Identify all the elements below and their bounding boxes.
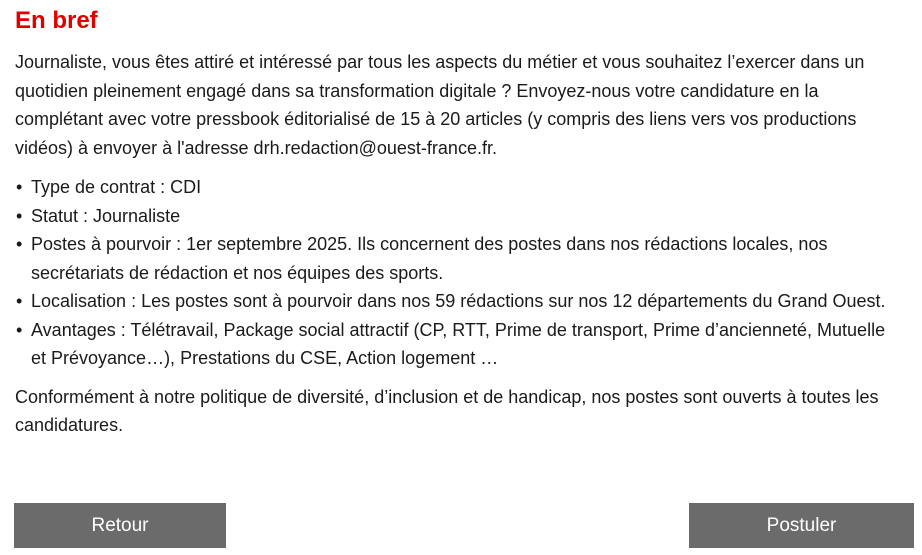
detail-item-benefits: • Avantages : Télétravail, Package social attractif (CP, RTT, Prime de transport, Prime d’ancienneté, Mutuelle et Prévoyance…), Prestations du CSE, Action logement …: [31, 316, 905, 373]
job-summary-section: [15, 6, 905, 440]
back-button[interactable]: Retour: [14, 503, 226, 548]
detail-item-location: • Localisation : Les postes sont à pourvoir dans nos 59 rédactions sur nos 12 départements du Grand Ouest.: [31, 287, 905, 316]
bullet-icon: •: [16, 291, 23, 311]
detail-item-positions: • Postes à pourvoir : 1er septembre 2025. Ils concernent des postes dans nos rédactions locales, nos secrétariats de rédaction et nos équipes des sports.: [31, 230, 905, 287]
bullet-icon: •: [16, 205, 23, 226]
diversity-paragraph: Conformément à notre politique de diversité, d’inclusion et de handicap, nos postes sont ouverts à toutes les candidatures.: [15, 386, 879, 435]
detail-item-contract: • Type de contrat : CDI: [31, 173, 905, 202]
intro-paragraph: Journaliste, vous êtes attiré et intéressé par tous les aspects du métier et vous souhaitez l’exercer dans un quotidien pleinement engagé dans sa transformation digitale ? Envoyez-nous votre candidature en la complétant avec votre pressbook éditorialisé de 15 à 20 articles (y compris des liens vers vos productions vidéos) à envoyer à l'adresse drh.redaction@ouest-france.fr.: [15, 52, 865, 158]
apply-button[interactable]: Postuler: [689, 503, 914, 548]
section-title: En bref: [15, 7, 98, 34]
detail-item-status: • Statut : Journaliste: [31, 202, 905, 231]
details-list: [15, 173, 905, 373]
bullet-icon: •: [16, 177, 23, 197]
bullet-icon: •: [16, 319, 23, 340]
bullet-icon: •: [16, 234, 23, 254]
